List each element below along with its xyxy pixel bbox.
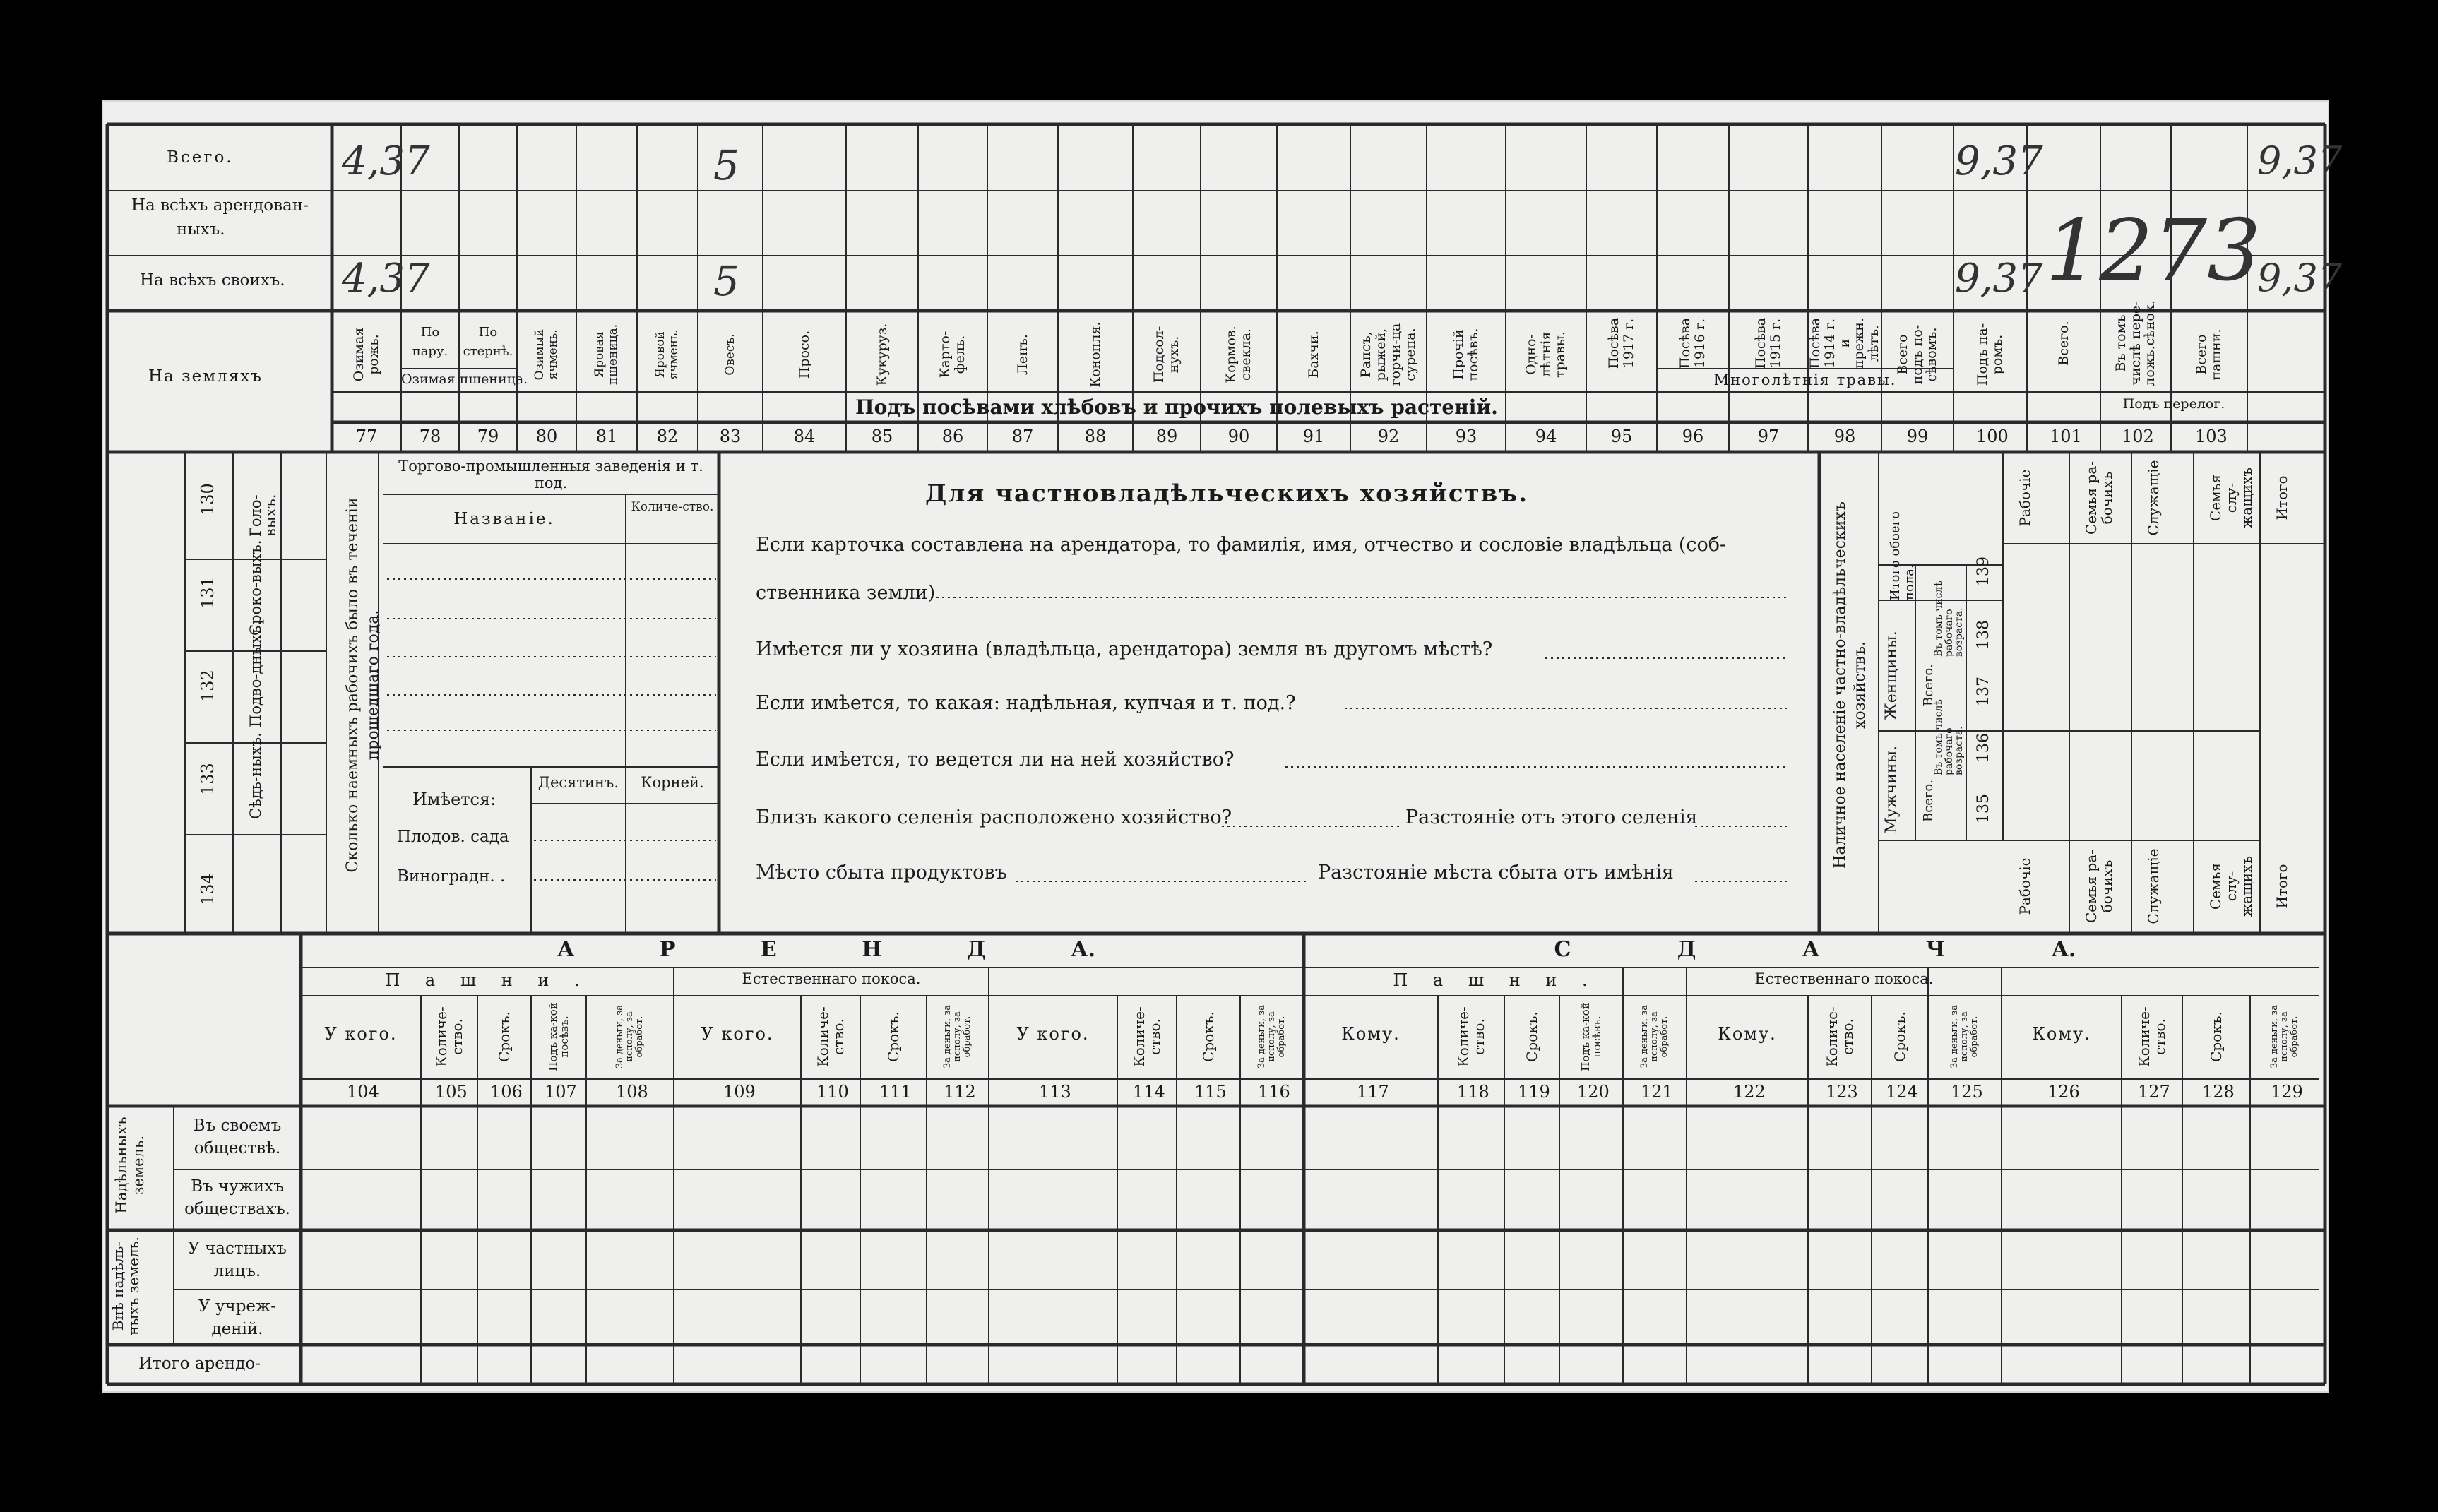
bottom-col-num-109: 109 <box>723 1082 756 1102</box>
num-137: 137 <box>1975 677 1992 706</box>
group-perelog: Подъ перелог. <box>2122 396 2225 412</box>
bottom-head-112: За деньги, за исполу, за обработ. <box>941 1005 973 1069</box>
livestock-golovyh: Голо-выхъ. <box>247 494 279 537</box>
top-col-head-77: Озимая рожь. <box>351 327 381 382</box>
bottom-col-num-117: 117 <box>1357 1082 1389 1102</box>
posev-banner: Подъ посѣвами хлѣбовъ и прочихъ полевыхъ растеній. <box>855 395 1498 419</box>
arenda-banner: А Р Е Н Д А. <box>557 937 1095 962</box>
top-col-num-79: 79 <box>477 427 499 446</box>
bottom-head-120: Подъ ка-кой посѣвъ. <box>1578 1002 1603 1071</box>
top-col-num-102: 102 <box>2122 427 2154 446</box>
top-col-num-100: 100 <box>1976 427 2009 446</box>
top-col-num-86: 86 <box>941 427 964 446</box>
women-v-tom: Въ томъ числѣ рабочаго возраста. <box>1933 581 1966 657</box>
num-134: 134 <box>198 873 218 905</box>
bottom-head-123: Количе-ство. <box>1824 1006 1856 1067</box>
v-chuzhih-label: Въ чужихъ обществахъ. <box>184 1177 290 1219</box>
top-col-head-80: Озимый ячмень. <box>533 328 560 381</box>
right-col-top-3: Семья слу-жащихъ <box>2207 467 2255 529</box>
row-label-na-zemlyah: На земляхъ <box>148 367 263 386</box>
top-col-head-91: Бахчи. <box>1305 331 1321 379</box>
bottom-head-121: За деньги, за исполу, за обработ. <box>1639 1005 1670 1069</box>
top-col-head-102: Въ томъ числѣ пере-ложь.сѣнок. <box>2112 300 2158 386</box>
bottom-col-num-105: 105 <box>435 1082 468 1102</box>
top-col-head-96: Посѣва 1916 г. <box>1677 317 1708 369</box>
bottom-head-114: Количе-ство. <box>1131 1006 1163 1067</box>
bottom-head-119: Срокъ. <box>1523 1011 1540 1062</box>
top-col-num-97: 97 <box>1757 427 1780 446</box>
top-col-num-103: 103 <box>2195 427 2228 446</box>
korney-head: Корней. <box>641 774 704 791</box>
nadel-label: Надѣльныхъ земель. <box>113 1117 148 1214</box>
hw-svoih-yachmen: 5 <box>713 257 739 305</box>
num-139: 139 <box>1975 556 1992 586</box>
desyatin-head: Десятинъ. <box>537 774 619 791</box>
row-label-arendovannyh: На всѣхъ арендован- <box>131 196 309 215</box>
top-col-num-101: 101 <box>2050 427 2082 446</box>
top-col-head-93: Прочій посѣвъ. <box>1451 328 1481 381</box>
bottom-col-num-111: 111 <box>879 1082 912 1102</box>
top-col-head-95: Посѣва 1917 г. <box>1606 317 1636 369</box>
group-mnogoletnie: Многолѣтнія травы. <box>1713 371 1897 388</box>
bottom-head-124: Срокъ. <box>1891 1011 1908 1062</box>
top-col-head-89: Подсол-нухъ. <box>1151 326 1182 383</box>
num-136: 136 <box>1975 733 1992 763</box>
bottom-col-num-127: 127 <box>2138 1082 2170 1102</box>
bottom-col-num-113: 113 <box>1039 1082 1071 1102</box>
top-col-head-87: Ленъ. <box>1014 334 1030 375</box>
question-1a: Если карточка составлена на арендатора, то фамилія, имя, отчество и сословіе владѣльца (соб- <box>756 534 1727 556</box>
top-col-num-90: 90 <box>1227 427 1250 446</box>
top-col-head-84: Просо. <box>796 330 812 379</box>
bottom-head-111: Срокъ. <box>885 1011 902 1062</box>
bottom-col-num-118: 118 <box>1457 1082 1489 1102</box>
private-title: Для частновладѣльческихъ хозяйствъ. <box>925 480 1529 508</box>
right-col-bot-1: Семья ра-бочихъ <box>2083 849 2115 924</box>
top-col-num-84: 84 <box>793 427 816 446</box>
bottom-col-num-114: 114 <box>1133 1082 1165 1102</box>
top-col-num-78: 78 <box>419 427 441 446</box>
num-130: 130 <box>198 483 218 516</box>
top-col-num-94: 94 <box>1535 427 1557 446</box>
top-col-num-87: 87 <box>1011 427 1034 446</box>
row-label-svoih: На всѣхъ своихъ. <box>140 271 285 290</box>
women-label: Женщины. <box>1883 631 1901 720</box>
bottom-col-num-122: 122 <box>1733 1082 1766 1102</box>
bottom-col-num-110: 110 <box>816 1082 849 1102</box>
question-2: Имѣется ли у хозяина (владѣльца, арендатора) земля въ другомъ мѣстѣ? <box>756 638 1493 660</box>
row-label-arendovannyh-2: ныхъ. <box>177 220 225 239</box>
arenda-pokos-head: Естественнаго покоса. <box>742 970 921 987</box>
hw-vsego-rozh: 4,37 <box>342 138 430 184</box>
top-col-head-78: По пару. <box>412 325 448 359</box>
bottom-head-122: Кому. <box>1718 1024 1777 1044</box>
u-uchrezh-label: У учреж-деній. <box>198 1297 276 1339</box>
right-col-bot-2: Служащіе <box>2145 848 2162 924</box>
top-col-head-94: Одно-лѣтнія травы. <box>1523 331 1569 378</box>
bottom-head-110: Количе-ство. <box>814 1006 847 1067</box>
top-col-head-79: По стернѣ. <box>463 325 513 359</box>
right-col-top-2: Служащіе <box>2145 460 2162 536</box>
vne-nadel-label: Внѣ надѣль-ныхъ земель. <box>109 1237 142 1335</box>
v-svoem-label: Въ своемъ обществѣ. <box>193 1117 282 1158</box>
bottom-col-num-104: 104 <box>347 1082 379 1102</box>
livestock-srokovyh: Сроко-выхъ. <box>247 540 264 636</box>
top-col-num-77: 77 <box>355 427 378 446</box>
bottom-col-num-125: 125 <box>1951 1082 1983 1102</box>
arenda-pashni-head: П а ш н и . <box>385 970 590 990</box>
hw-vsego-yachmen: 5 <box>713 141 739 189</box>
top-col-head-103: Всего пашни. <box>2194 328 2224 381</box>
question-4: Если имѣется, то ведется ли на ней хозяйство? <box>756 749 1235 770</box>
bottom-col-num-128: 128 <box>2202 1082 2235 1102</box>
right-col-bot-3: Семья слу-жащихъ <box>2207 855 2255 917</box>
top-col-head-92: Рапсъ, рыжей, горчи-ца сурепа. <box>1358 323 1418 386</box>
top-col-num-91: 91 <box>1302 427 1325 446</box>
bottom-col-num-116: 116 <box>1258 1082 1290 1102</box>
bottom-head-108: За деньги, за исполу, за обработ. <box>614 1005 646 1069</box>
vineyard-label: Виноградн. . <box>397 867 506 886</box>
top-col-num-93: 93 <box>1455 427 1477 446</box>
num-132: 132 <box>198 669 218 702</box>
hw-card-number: 1273 <box>2045 202 2261 300</box>
bottom-head-115: Срокъ. <box>1200 1011 1217 1062</box>
hired-workers-question: Сколько наемныхъ рабочихъ было въ теченіи прошедшаго года. <box>344 497 382 873</box>
bottom-head-105: Количе-ство. <box>433 1006 465 1067</box>
top-col-head-99: Всего подъ по-сѣвомъ. <box>1894 324 1940 385</box>
bottom-col-num-115: 115 <box>1194 1082 1227 1102</box>
trade-qty-head: Количе-ство. <box>631 500 714 514</box>
right-col-top-4: Итого <box>2273 475 2290 520</box>
right-col-bot-4: Итого <box>2273 864 2290 909</box>
top-col-num-81: 81 <box>595 427 618 446</box>
top-col-head-90: Кормов. свекла. <box>1223 326 1254 383</box>
livestock-podvodnyh: Подво-дныхъ. <box>247 621 264 727</box>
bottom-head-104: У кого. <box>324 1024 398 1044</box>
right-col-top-1: Семья ра-бочихъ <box>2083 460 2115 535</box>
bottom-col-num-126: 126 <box>2047 1082 2080 1102</box>
bottom-head-127: Количе-ство. <box>2136 1006 2168 1067</box>
num-133: 133 <box>198 763 218 795</box>
top-col-num-99: 99 <box>1906 427 1929 446</box>
bottom-col-num-119: 119 <box>1518 1082 1550 1102</box>
population-title: Наличное населеніе частно-владѣльческихъ хозяйствъ. <box>1831 501 1869 869</box>
top-col-num-98: 98 <box>1833 427 1856 446</box>
sdacha-pokos-head: Естественнаго покоса. <box>1754 970 1934 987</box>
question-5a: Близъ какого селенія расположено хозяйство? <box>756 806 1232 828</box>
top-col-num-82: 82 <box>656 427 679 446</box>
top-col-head-82: Яровой ячмень. <box>653 329 681 380</box>
question-3: Если имѣется, то какая: надѣльная, купчая и т. под.? <box>756 692 1296 714</box>
top-col-num-83: 83 <box>719 427 742 446</box>
bottom-head-107: Подъ ка-кой посѣвъ. <box>546 1002 571 1071</box>
top-col-num-95: 95 <box>1610 427 1633 446</box>
right-col-top-0: Рабочіе <box>2016 469 2033 527</box>
hw-svoih-pashni: 9,37 <box>2257 256 2343 300</box>
top-col-head-88: Конопля. <box>1087 321 1103 388</box>
sdacha-banner: С Д А Ч А. <box>1554 937 2076 962</box>
num-138: 138 <box>1975 620 1992 650</box>
bottom-head-117: Кому. <box>1341 1024 1401 1044</box>
group-ozimaya-pshenica: Озимая пшеница. <box>401 371 528 387</box>
top-col-head-98: Посѣва 1914 г. и прежн. лѣтъ. <box>1807 317 1882 369</box>
men-label: Мужчины. <box>1883 745 1901 833</box>
top-col-num-80: 80 <box>535 427 558 446</box>
top-col-num-92: 92 <box>1377 427 1400 446</box>
itogo-obeih-pola: Итого обоего пола. <box>1888 511 1917 600</box>
top-col-head-85: Кукуруз. <box>874 323 890 386</box>
men-vsego: Всего. <box>1921 780 1936 822</box>
bottom-head-129: За деньги, за исполу, за обработ. <box>2268 1005 2300 1069</box>
question-5b: Разстояніе отъ этого селенія <box>1405 806 1698 828</box>
trade-name-head: Названіе. <box>453 510 555 528</box>
top-col-head-83: Овесъ. <box>723 333 737 376</box>
women-vsego: Всего. <box>1921 664 1936 706</box>
question-1b: ственника земли) <box>756 582 936 604</box>
top-col-head-97: Посѣва 1915 г. <box>1753 317 1783 369</box>
bottom-head-118: Количе-ство. <box>1455 1006 1487 1067</box>
sdacha-pashni-head: П а ш н и . <box>1393 970 1598 990</box>
hw-svoih-posev: 9,37 <box>1955 256 2043 302</box>
top-col-head-101: Всего. <box>2055 321 2071 366</box>
bottom-col-num-107: 107 <box>545 1082 577 1102</box>
top-col-head-81: Яровая пшеница. <box>593 323 620 386</box>
question-6b: Разстояніе мѣста сбыта отъ имѣнія <box>1318 862 1674 883</box>
top-col-num-96: 96 <box>1682 427 1704 446</box>
num-135: 135 <box>1975 794 1992 823</box>
top-col-num-88: 88 <box>1084 427 1107 446</box>
bottom-col-num-106: 106 <box>490 1082 523 1102</box>
garden-label: Плодов. сада <box>397 828 509 846</box>
bottom-col-num-120: 120 <box>1577 1082 1610 1102</box>
bottom-head-126: Кому. <box>2032 1024 2091 1044</box>
hw-vsego-pashni: 9,37 <box>2257 138 2343 183</box>
has-label: Имѣется: <box>412 790 496 809</box>
men-v-tom: Въ томъ числѣ рабочаго возраста. <box>1933 699 1966 775</box>
top-col-num-89: 89 <box>1155 427 1178 446</box>
right-col-bot-0: Рабочіе <box>2016 857 2033 915</box>
top-col-num-85: 85 <box>871 427 893 446</box>
bottom-head-109: У кого. <box>701 1024 774 1044</box>
bottom-head-106: Срокъ. <box>496 1011 513 1062</box>
hw-svoih-rozh: 4,37 <box>342 256 430 302</box>
bottom-head-116: За деньги, за исполу, за обработ. <box>1256 1005 1288 1069</box>
num-131: 131 <box>198 576 218 609</box>
itogo-arendo-label: Итого арендо- <box>138 1355 261 1373</box>
question-6a: Мѣсто сбыта продуктовъ <box>756 862 1007 883</box>
trade-title: Торгово-промышленныя заведенія и т. под. <box>398 458 703 492</box>
u-chastnyh-label: У частныхъ лицъ. <box>188 1239 287 1281</box>
bottom-col-num-124: 124 <box>1886 1082 1918 1102</box>
bottom-col-num-108: 108 <box>616 1082 648 1102</box>
bottom-col-num-123: 123 <box>1826 1082 1858 1102</box>
bottom-head-113: У кого. <box>1016 1024 1090 1044</box>
bottom-head-128: Срокъ. <box>2208 1011 2225 1062</box>
top-col-head-86: Карто-фель. <box>937 331 968 379</box>
bottom-col-num-112: 112 <box>944 1082 976 1102</box>
bottom-col-num-129: 129 <box>2271 1082 2303 1102</box>
hw-vsego-posev: 9,37 <box>1955 138 2043 184</box>
livestock-sedelnyh: Сѣдь-ныхъ. <box>247 732 264 819</box>
bottom-col-num-121: 121 <box>1641 1082 1673 1102</box>
bottom-head-125: За деньги, за исполу, за обработ. <box>1949 1005 1980 1069</box>
top-col-head-100: Подъ па-ромъ. <box>1975 323 2005 386</box>
row-label-vsego: Всего. <box>167 148 234 167</box>
